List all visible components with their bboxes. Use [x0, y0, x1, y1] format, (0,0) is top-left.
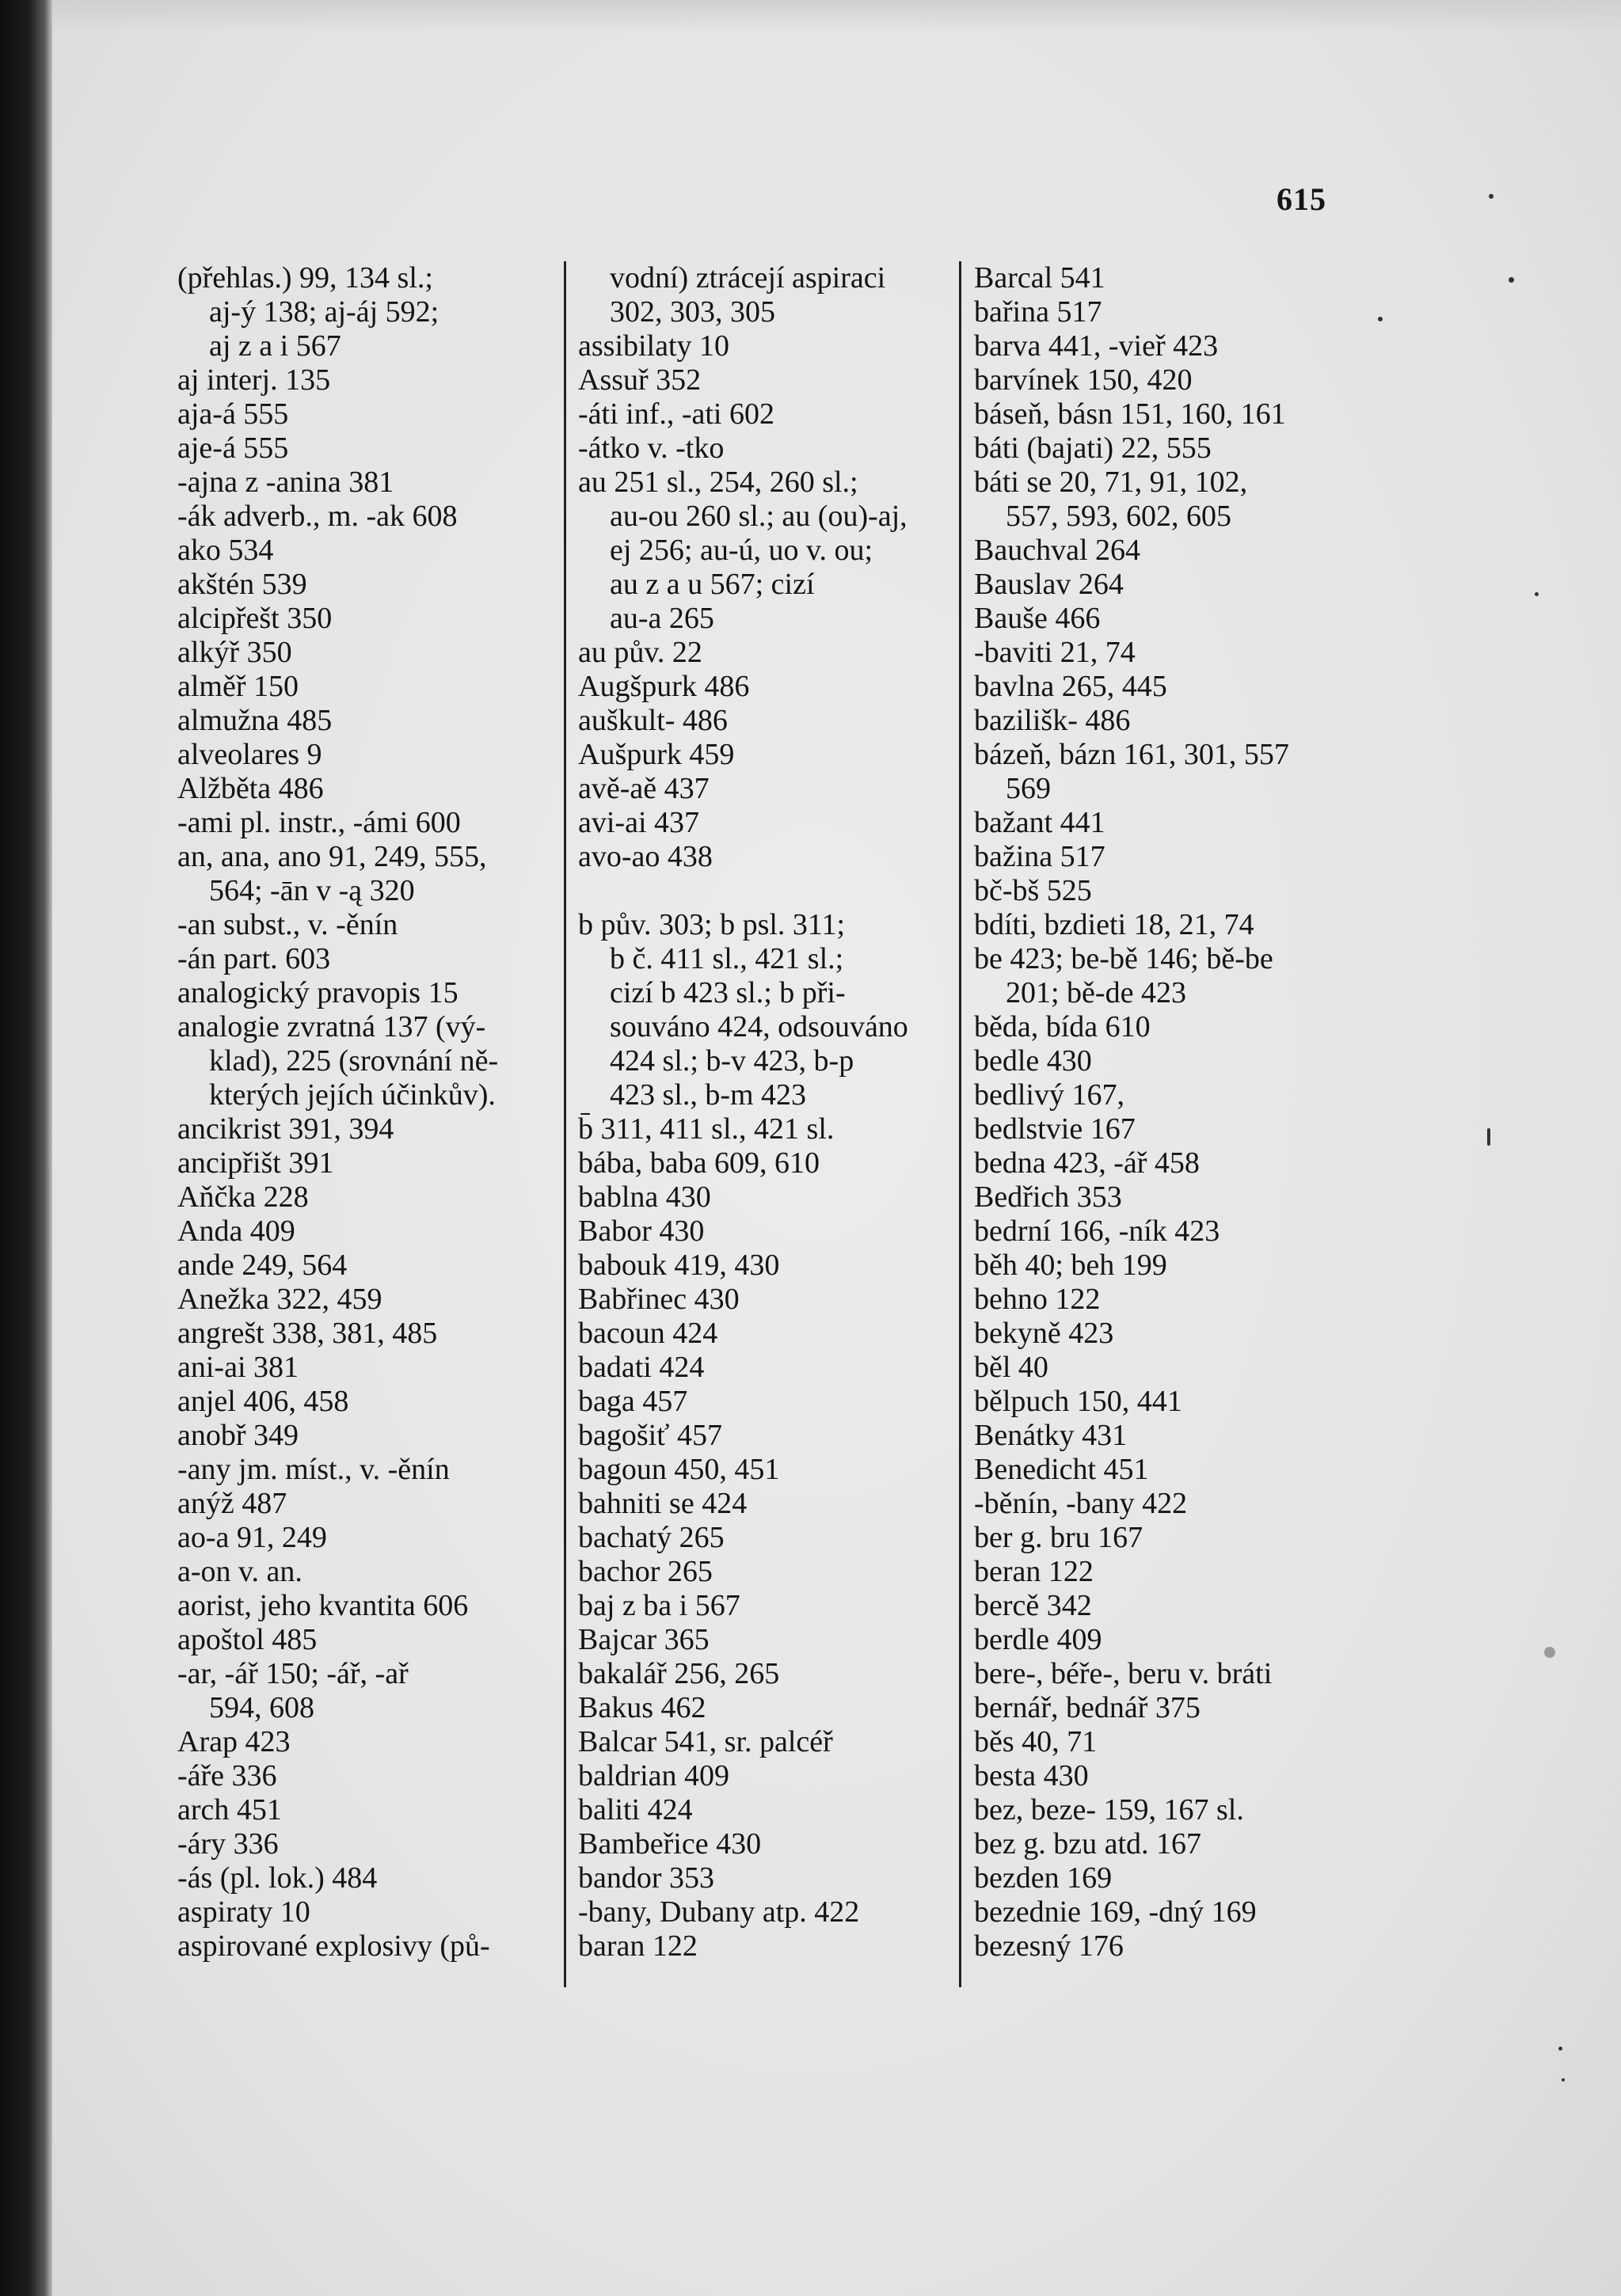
index-entry: aspiraty 10	[177, 1895, 310, 1929]
page-top-shade	[52, 0, 1621, 32]
index-entry: au-a 265	[610, 602, 714, 635]
index-entry: baliti 424	[578, 1793, 693, 1827]
index-entry: 423 sl., b-m 423	[610, 1078, 807, 1112]
index-entry: a-on v. an.	[177, 1555, 303, 1588]
index-entry: barvínek 150, 420	[974, 363, 1193, 397]
index-entry: au 251 sl., 254, 260 sl.;	[578, 466, 858, 499]
index-entry: 569	[1006, 772, 1051, 805]
index-entry: ani-ai 381	[177, 1351, 299, 1384]
index-entry: klad), 225 (srovnání ně-	[209, 1044, 499, 1078]
index-entry: badati 424	[578, 1351, 705, 1384]
index-entry: bezednie 169, -dný 169	[974, 1895, 1257, 1929]
index-entry: bedrní 166, -ník 423	[974, 1215, 1220, 1248]
index-entry: anobř 349	[177, 1419, 299, 1452]
index-entry: almužna 485	[177, 704, 333, 737]
index-entry: bez, beze- 159, 167 sl.	[974, 1793, 1244, 1827]
index-entry: -baviti 21, 74	[974, 636, 1136, 669]
index-entry: bělpuch 150, 441	[974, 1385, 1182, 1418]
index-entry: baran 122	[578, 1929, 698, 1963]
index-entry: anjel 406, 458	[177, 1385, 349, 1418]
paper-speck	[1489, 194, 1494, 199]
index-entry: bablna 430	[578, 1180, 711, 1214]
index-entry: berdle 409	[974, 1623, 1102, 1656]
index-entry: Benátky 431	[974, 1419, 1128, 1452]
index-entry: souváno 424, odsouváno	[610, 1010, 908, 1043]
index-entry: angrešt 338, 381, 485	[177, 1317, 438, 1350]
index-entry: -any jm. míst., v. -ěnín	[177, 1453, 450, 1486]
index-entry: bařina 517	[974, 295, 1102, 329]
index-entry: alveolares 9	[177, 738, 322, 771]
index-entry: ako 534	[177, 534, 274, 567]
index-entry: běs 40, 71	[974, 1725, 1098, 1758]
index-entry: bahniti se 424	[578, 1487, 748, 1520]
index-entry: au pův. 22	[578, 636, 702, 669]
index-entry: aorist, jeho kvantita 606	[177, 1589, 469, 1622]
index-entry: kterých jejích účinkův).	[209, 1078, 496, 1112]
paper-speck	[1378, 317, 1383, 321]
index-entry: bagošiť 457	[578, 1419, 722, 1452]
index-entry: bezesný 176	[974, 1929, 1124, 1963]
index-entry: baga 457	[578, 1385, 688, 1418]
index-entry: au z a u 567; cizí	[610, 568, 815, 601]
index-entry: -áře 336	[177, 1759, 277, 1792]
paper-speck	[1535, 592, 1539, 596]
index-entry: aje-á 555	[177, 431, 289, 465]
index-entry: -ák adverb., m. -ak 608	[177, 500, 458, 533]
index-entry: avě-aě 437	[578, 772, 710, 805]
index-entry: bachor 265	[578, 1555, 713, 1588]
index-entry: bachatý 265	[578, 1521, 725, 1554]
index-entry: Balcar 541, sr. palcéř	[578, 1725, 833, 1758]
index-entry: Bajcar 365	[578, 1623, 710, 1656]
index-entry: Bauše 466	[974, 602, 1101, 635]
index-entry: bekyně 423	[974, 1317, 1114, 1350]
paper-speck	[1544, 1647, 1555, 1658]
index-entry: alkýř 350	[177, 636, 292, 669]
paper-speck	[1509, 277, 1514, 283]
index-entry: babouk 419, 430	[578, 1249, 780, 1282]
index-entry: Arap 423	[177, 1725, 291, 1758]
index-entry: bažina 517	[974, 840, 1105, 873]
index-entry: bandor 353	[578, 1861, 715, 1895]
index-entry: bč-bš 525	[974, 874, 1092, 907]
index-entry: běl 40	[974, 1351, 1048, 1384]
index-entry: bavlna 265, 445	[974, 670, 1167, 703]
index-entry: 564; -ān v -ą 320	[209, 874, 415, 907]
index-entry: -átko v. -tko	[578, 431, 725, 465]
index-entry: bázeň, bázn 161, 301, 557	[974, 738, 1289, 771]
paper-speck	[1558, 2047, 1562, 2051]
index-entry: -ar, -ář 150; -ář, -ař	[177, 1657, 409, 1690]
index-entry: Bakus 462	[578, 1691, 706, 1724]
index-entry: alměř 150	[177, 670, 299, 703]
index-entry: Alžběta 486	[177, 772, 324, 805]
index-entry: bercě 342	[974, 1589, 1092, 1622]
paper-speck	[1487, 1128, 1490, 1146]
index-entry: Bambeřice 430	[578, 1827, 762, 1861]
index-column-1	[177, 261, 550, 1963]
index-entry: bacoun 424	[578, 1317, 718, 1350]
index-entry: apoštol 485	[177, 1623, 318, 1656]
index-entry: Augšpurk 486	[578, 670, 750, 703]
index-entry: barva 441, -vieř 423	[974, 329, 1219, 363]
index-entry: arch 451	[177, 1793, 282, 1827]
index-entry: b̄ 311, 411 sl., 421 sl.	[578, 1112, 835, 1146]
index-entry: cizí b 423 sl.; b při-	[610, 976, 846, 1009]
index-entry: Benedicht 451	[974, 1453, 1149, 1486]
index-entry: Bedřich 353	[974, 1180, 1122, 1214]
index-entry: ancikrist 391, 394	[177, 1112, 394, 1146]
index-entry: assibilaty 10	[578, 329, 730, 363]
column-rule-2	[959, 261, 961, 1987]
index-entry: ao-a 91, 249	[177, 1521, 327, 1554]
index-entry: be 423; be-bě 146; bě-be	[974, 942, 1273, 975]
index-entry: ancipřišt 391	[177, 1146, 334, 1180]
index-entry: bakalář 256, 265	[578, 1657, 780, 1690]
index-entry: Aňčka 228	[177, 1180, 309, 1214]
index-entry: auškult- 486	[578, 704, 728, 737]
index-entry: au-ou 260 sl.; au (ou)-aj,	[610, 500, 908, 533]
index-entry: besta 430	[974, 1759, 1089, 1792]
index-entry: (přehlas.) 99, 134 sl.;	[177, 261, 433, 295]
index-entry: Anda 409	[177, 1215, 295, 1248]
index-entry: -ás (pl. lok.) 484	[177, 1861, 378, 1895]
index-entry: báti (bajati) 22, 555	[974, 431, 1212, 465]
index-entry: aj z a i 567	[209, 329, 341, 363]
index-entry: Anežka 322, 459	[177, 1283, 382, 1316]
index-entry: 302, 303, 305	[610, 295, 775, 329]
index-entry: 201; bě-de 423	[1006, 976, 1186, 1009]
index-entry: aspirované explosivy (pů-	[177, 1929, 490, 1963]
index-entry: bagoun 450, 451	[578, 1453, 780, 1486]
index-entry: -áry 336	[177, 1827, 279, 1861]
index-entry: Aušpurk 459	[578, 738, 735, 771]
index-entry: b č. 411 sl., 421 sl.;	[610, 942, 844, 975]
index-entry: Bauchval 264	[974, 534, 1141, 567]
index-entry: bernář, bednář 375	[974, 1691, 1201, 1724]
index-entry: bedle 430	[974, 1044, 1092, 1078]
index-entry: aja-á 555	[177, 397, 289, 431]
index-entry: bez g. bzu atd. 167	[974, 1827, 1202, 1861]
index-entry: b pův. 303; b psl. 311;	[578, 908, 846, 941]
index-entry: -ami pl. instr., -ámi 600	[177, 806, 461, 839]
index-entry: báti se 20, 71, 91, 102,	[974, 466, 1248, 499]
index-entry: -ajna z -anina 381	[177, 466, 394, 499]
page-binding-edge	[0, 0, 52, 2296]
index-entry: bere-, béře-, beru v. bráti	[974, 1657, 1273, 1690]
page-number: 615	[1277, 181, 1326, 217]
index-entry: analogie zvratná 137 (vý-	[177, 1010, 486, 1043]
index-entry: vodní) ztrácejí aspiraci	[610, 261, 886, 295]
index-entry: 424 sl.; b-v 423, b-p	[610, 1044, 854, 1078]
index-entry: bedna 423, -ář 458	[974, 1146, 1200, 1180]
index-entry: -běnín, -bany 422	[974, 1487, 1188, 1520]
index-entry: behno 122	[974, 1283, 1101, 1316]
index-entry: -bany, Dubany atp. 422	[578, 1895, 860, 1929]
index-entry: -án part. 603	[177, 942, 331, 975]
index-entry: bažant 441	[974, 806, 1105, 839]
index-entry: báseň, básn 151, 160, 161	[974, 397, 1286, 431]
index-entry: běda, bída 610	[974, 1010, 1151, 1043]
index-entry: běh 40; beh 199	[974, 1249, 1167, 1282]
index-entry: aj-ý 138; aj-áj 592;	[209, 295, 439, 329]
index-entry: -an subst., v. -ěnín	[177, 908, 398, 941]
index-entry: avo-ao 438	[578, 840, 713, 873]
column-rule-1	[564, 261, 566, 1987]
index-entry: bedlivý 167,	[974, 1078, 1124, 1112]
index-entry: 557, 593, 602, 605	[1006, 500, 1231, 533]
index-entry: bdíti, bzdieti 18, 21, 74	[974, 908, 1254, 941]
index-entry: Babřinec 430	[578, 1283, 740, 1316]
index-entry: 594, 608	[209, 1691, 314, 1724]
index-entry: ande 249, 564	[177, 1249, 348, 1282]
index-column-2	[578, 261, 950, 1963]
index-entry: anýž 487	[177, 1487, 287, 1520]
index-entry: avi-ai 437	[578, 806, 700, 839]
index-entry: Barcal 541	[974, 261, 1105, 295]
index-entry: Assuř 352	[578, 363, 702, 397]
index-entry: Babor 430	[578, 1215, 705, 1248]
index-entry: bába, baba 609, 610	[578, 1146, 820, 1180]
index-entry: -áti inf., -ati 602	[578, 397, 774, 431]
index-entry: an, ana, ano 91, 249, 555,	[177, 840, 487, 873]
index-entry: ber g. bru 167	[974, 1521, 1143, 1554]
index-entry: analogický pravopis 15	[177, 976, 459, 1009]
index-entry: bedlstvie 167	[974, 1112, 1136, 1146]
index-entry: ej 256; au-ú, uo v. ou;	[610, 534, 873, 567]
index-entry: alcipřešt 350	[177, 602, 333, 635]
paper-speck	[1562, 2078, 1565, 2081]
index-entry: aj interj. 135	[177, 363, 331, 397]
index-entry: baj z ba i 567	[578, 1589, 740, 1622]
index-entry: Bauslav 264	[974, 568, 1124, 601]
index-entry: akštén 539	[177, 568, 307, 601]
index-entry: bazilišk- 486	[974, 704, 1131, 737]
index-entry: bezden 169	[974, 1861, 1113, 1895]
index-column-3	[974, 261, 1362, 1963]
index-entry: beran 122	[974, 1555, 1094, 1588]
index-entry: baldrian 409	[578, 1759, 730, 1792]
